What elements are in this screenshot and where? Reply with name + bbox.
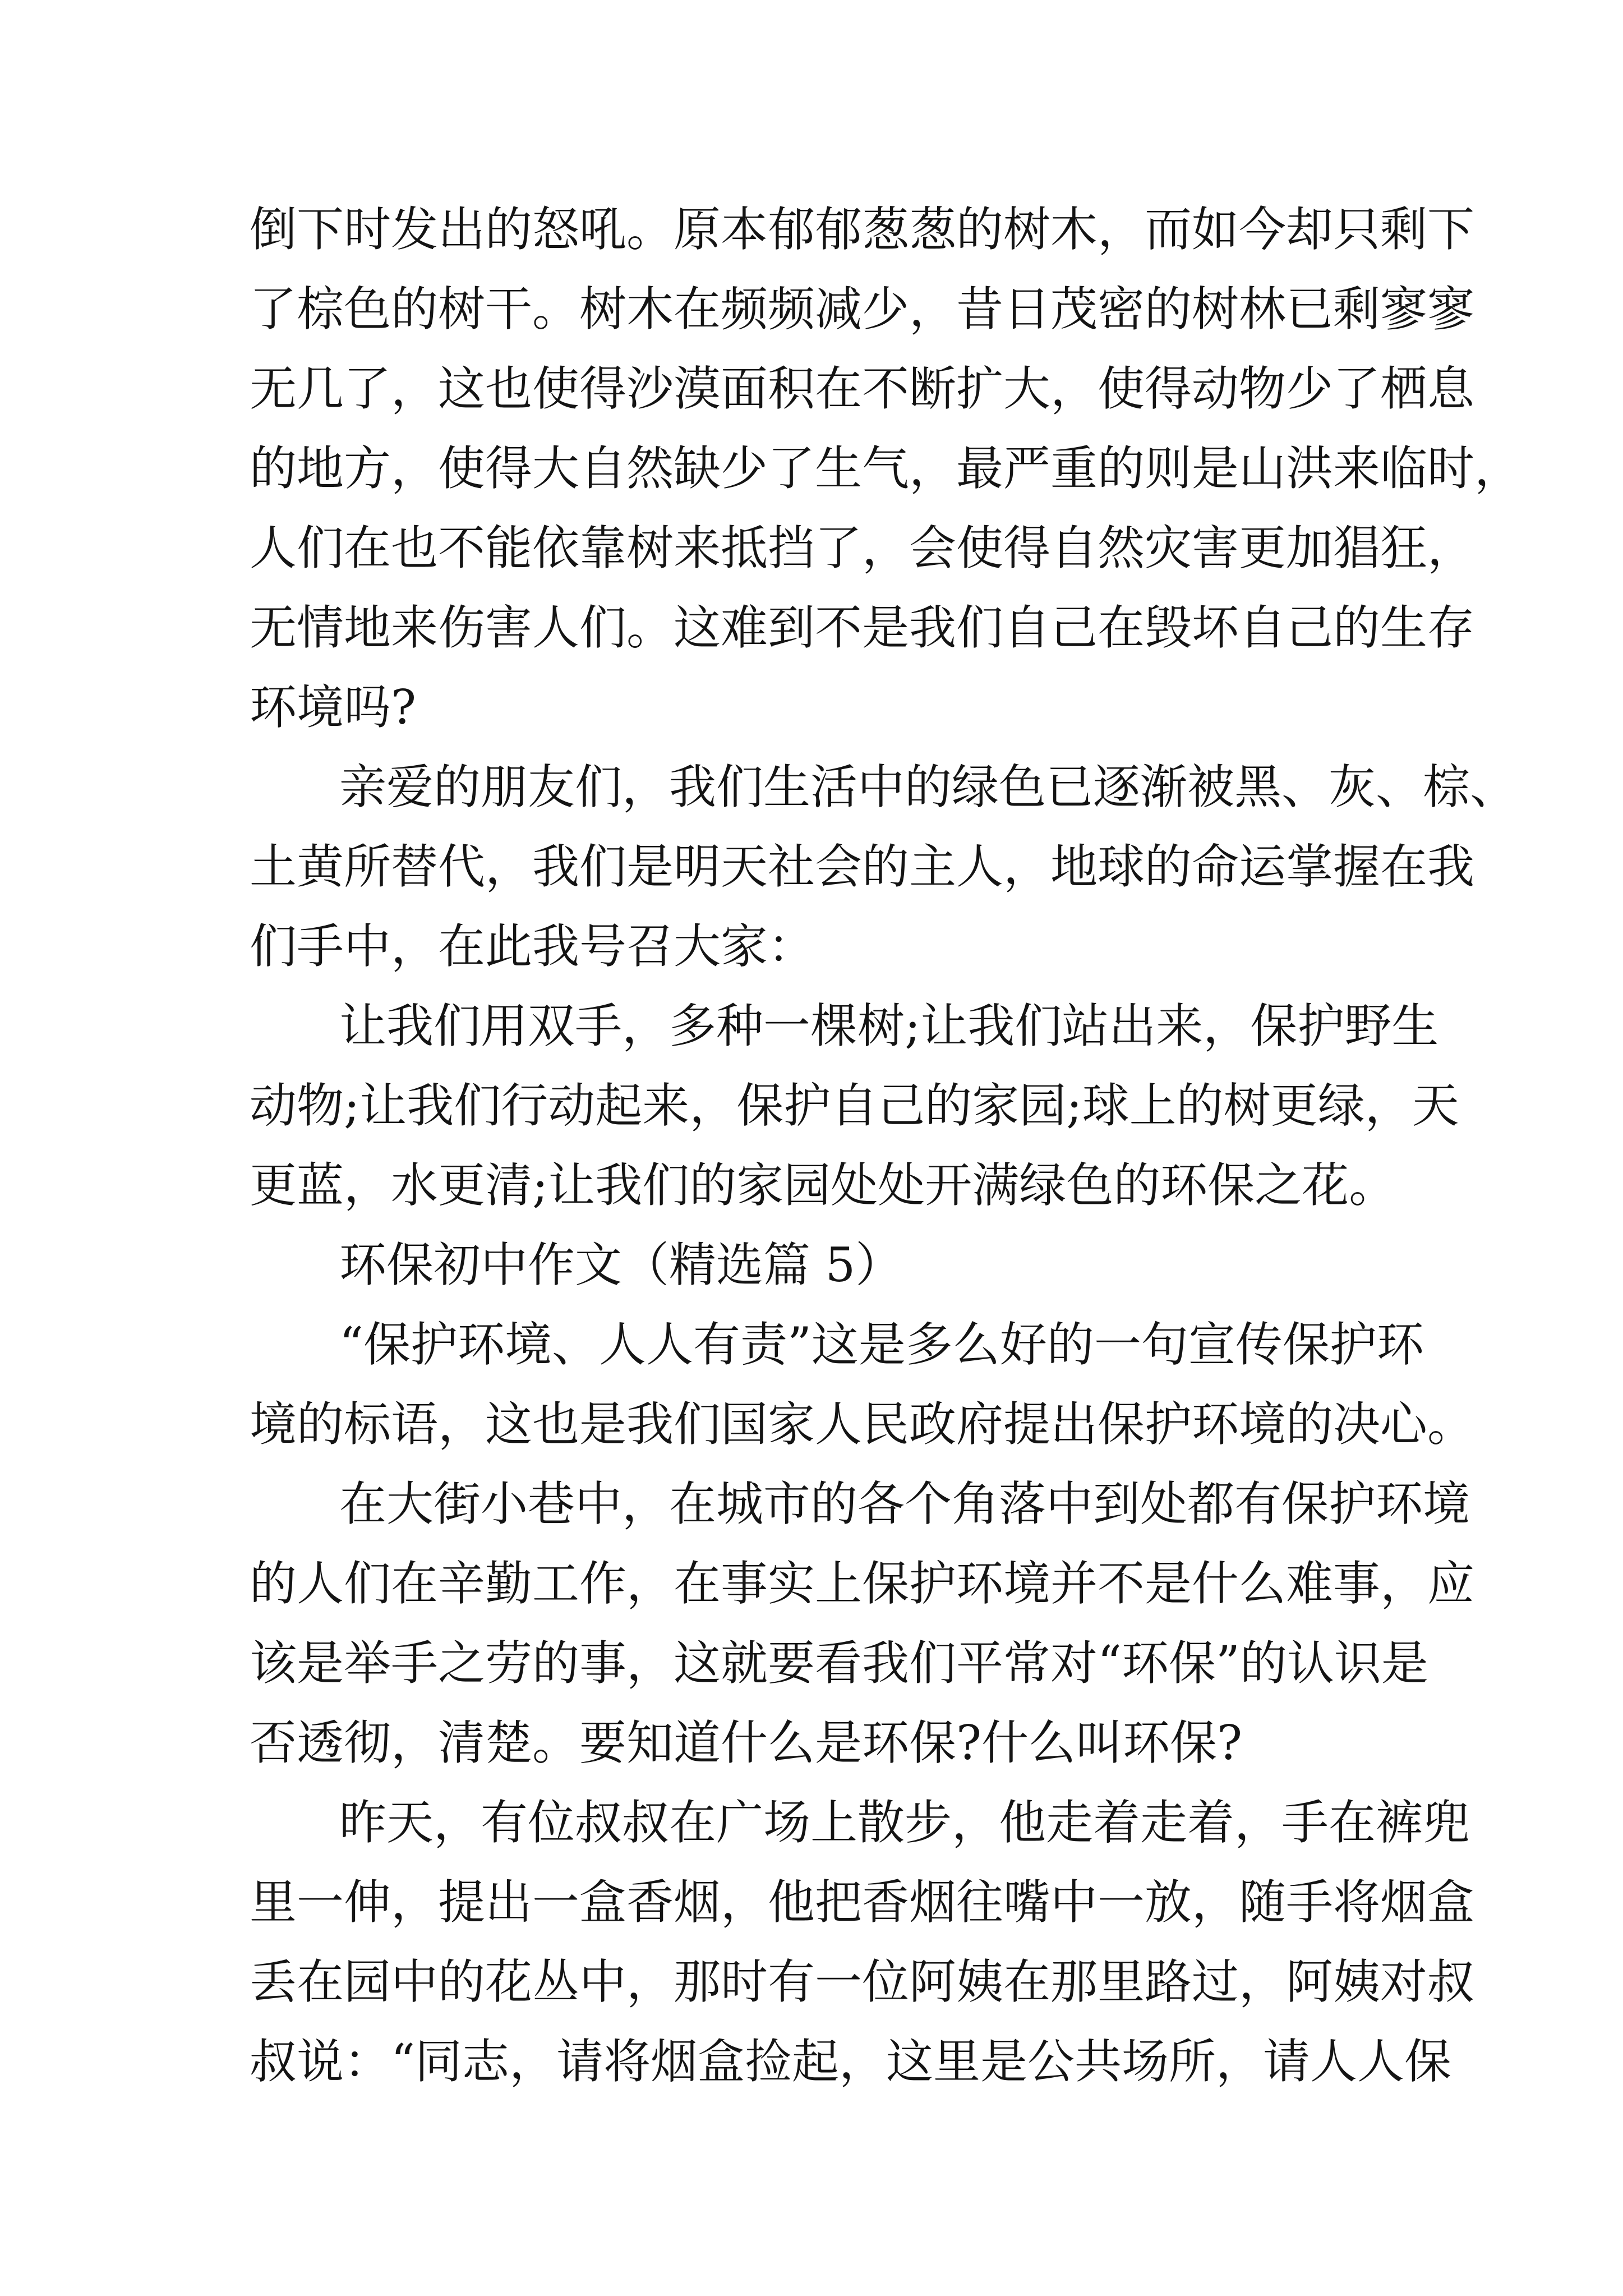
text-line-content: 昨天，有位叔叔在广场上散步，他走着走着，手在裤兜 — [339, 1795, 1470, 1850]
text-line — [0, 1783, 1623, 1862]
text-line — [0, 1943, 1623, 2021]
section-heading-text: 环保初中作文（精选篇 5） — [339, 1237, 903, 1292]
text-line — [0, 1863, 1623, 1941]
text-line-content: 否透彻，清楚。要知道什么是环保?什么叫环保? — [250, 1715, 1243, 1770]
text-line — [0, 429, 1623, 508]
text-line — [0, 1465, 1623, 1543]
text-line-content: 环境吗? — [250, 680, 417, 735]
text-line-content: 让我们用双手，多种一棵树;让我们站出来，保护野生 — [339, 999, 1439, 1053]
text-line — [0, 827, 1623, 906]
text-line-content: 的人们在辛勤工作，在事实上保护环境并不是什么难事，应 — [250, 1556, 1475, 1611]
text-line — [0, 987, 1623, 1065]
text-line-content: 里一伸，提出一盒香烟，他把香烟往嘴中一放，随手将烟盒 — [250, 1875, 1475, 1930]
text-line-content: 动物;让我们行动起来，保护自己的家园;球上的树更绿，天 — [250, 1078, 1459, 1133]
text-line — [0, 668, 1623, 747]
text-line-content: 在大街小巷中，在城市的各个角落中到处都有保护环境 — [339, 1476, 1470, 1531]
text-line-content: 的地方，使得大自然缺少了生气，最严重的则是山洪来临时， — [250, 441, 1522, 496]
text-line — [0, 1704, 1623, 1782]
section-heading — [0, 1226, 1623, 1304]
text-line-content: 们手中，在此我号召大家： — [250, 919, 815, 974]
text-line-content: 了棕色的树干。树木在频频减少，昔日茂密的树林已剩寥寥 — [250, 282, 1475, 337]
text-line — [0, 349, 1623, 428]
text-line-content: 更蓝，水更清;让我们的家园处处开满绿色的环保之花。 — [250, 1158, 1396, 1213]
text-line — [0, 1385, 1623, 1464]
text-line-content: 丢在园中的花丛中，那时有一位阿姨在那里路过，阿姨对叔 — [250, 1954, 1475, 2009]
text-line — [0, 1544, 1623, 1623]
text-line-content: 该是举手之劳的事，这就要看我们平常对“环保”的认识是 — [250, 1636, 1428, 1691]
text-line-content: 境的标语，这也是我们国家人民政府提出保护环境的决心。 — [250, 1397, 1475, 1452]
text-line — [0, 907, 1623, 986]
text-line — [0, 1066, 1623, 1145]
text-line — [0, 509, 1623, 587]
text-line — [0, 1146, 1623, 1225]
text-line-content: 无情地来伤害人们。这难到不是我们自己在毁坏自己的生存 — [250, 600, 1475, 655]
text-line-content: 人们在也不能依靠树来抵挡了，会使得自然灾害更加猖狂， — [250, 521, 1475, 576]
text-line — [0, 748, 1623, 826]
text-line-content: 土黄所替代，我们是明天社会的主人，地球的命运掌握在我 — [250, 839, 1475, 894]
text-line-content: 倒下时发出的怒吼。原本郁郁葱葱的树木，而如今却只剩下 — [250, 202, 1475, 257]
text-line-content: 亲爱的朋友们，我们生活中的绿色已逐渐被黑、灰、棕、 — [339, 760, 1518, 815]
text-line-content: “保护环境、人人有责”这是多么好的一句宣传保护环 — [339, 1317, 1424, 1372]
text-line — [0, 2022, 1623, 2101]
text-line — [0, 270, 1623, 348]
text-line-content: 叔说：“同志，请将烟盒捡起，这里是公共场所，请人人保 — [250, 2034, 1451, 2089]
text-line — [0, 1624, 1623, 1703]
text-line — [0, 190, 1623, 269]
text-line — [0, 1305, 1623, 1384]
text-line — [0, 588, 1623, 667]
text-line-content: 无几了，这也使得沙漠面积在不断扩大，使得动物少了栖息 — [250, 361, 1475, 416]
